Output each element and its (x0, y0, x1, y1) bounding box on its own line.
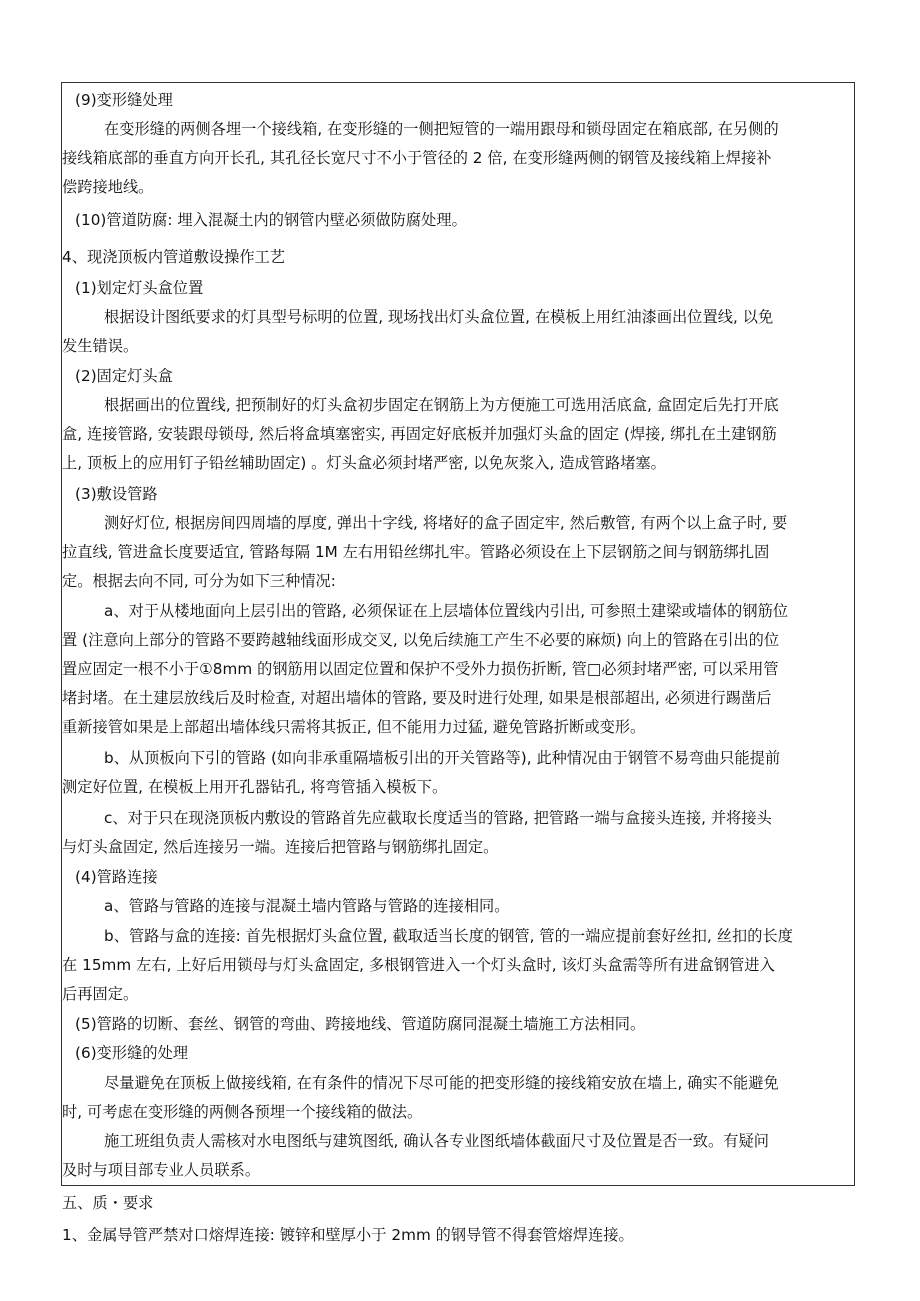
paragraph-line: 堵封堵。在土建层放线后及时检查, 对超出墙体的管路, 要及时进行处理, 如果是根部超出, 必须进行踢凿后 (62, 689, 772, 707)
paragraph-line: 测定好位置, 在模板上用开孔器钻孔, 将弯管插入模板下。 (62, 778, 448, 796)
subheading-5: (5)管路的切断、套丝、钢管的弯曲、跨接地线、管道防腐同混凝土墙施工方法相同。 (75, 1015, 646, 1033)
paragraph-line: 后再固定。 (62, 985, 139, 1003)
subheading-2: (2)固定灯头盒 (75, 367, 173, 385)
subheading-1: (1)划定灯头盒位置 (75, 279, 204, 297)
paragraph-line: b、从顶板向下引的管路 (如向非承重隔墙板引出的开关管路等), 此种情况由于钢管不易弯曲只能提前 (104, 749, 781, 767)
paragraph-line: 重新接管如果是上部超出墙体线只需将其扳正, 但不能用力过猛, 避免管路折断或变形。 (62, 718, 646, 736)
paragraph-line: 盒, 连接管路, 安装跟母锁母, 然后将盒填塞密实, 再固定好底板并加强灯头盒的固定 (焊接, 绑扎在土建钢筋 (62, 425, 777, 443)
section-title: 五、质・要求 (62, 1194, 154, 1212)
paragraph-line: 尽量避免在顶板上做接线箱, 在有条件的情况下尽可能的把变形缝的接线箱安放在墙上, 确实不能避免 (104, 1074, 779, 1092)
paragraph-line: c、对于只在现浇顶板内敷设的管路首先应截取长度适当的管路, 把管路一端与盒接头连接, 并将接头 (104, 809, 772, 827)
subheading-4: (4)管路连接 (75, 868, 158, 886)
paragraph-line: 发生错误。 (62, 337, 139, 355)
subheading-3: (3)敷设管路 (75, 485, 158, 503)
paragraph-line: 与灯头盒固定, 然后连接另一端。连接后把管路与钢筋绑扎固定。 (62, 838, 499, 856)
paragraph-line: 及时与项目部专业人员联系。 (62, 1161, 261, 1179)
paragraph-line: 定。根据去向不同, 可分为如下三种情况: (62, 572, 336, 590)
subheading-9: (9)变形缝处理 (75, 91, 173, 109)
paragraph-line: 置 (注意向上部分的管路不要跨越轴线面形成交叉, 以免后续施工产生不必要的麻烦) 向上的管路在引出的位 (62, 631, 780, 649)
subheading-10: (10)管道防腐: 埋入混凝土内的钢管内壁必须做防腐处理。 (75, 211, 467, 229)
paragraph-line: a、管路与管路的连接与混凝土墙内管路与管路的连接相同。 (104, 897, 510, 915)
paragraph-line: 接线箱底部的垂直方向开长孔, 其孔径长宽尺寸不小于管径的 2 倍, 在变形缝两侧的钢管及接线箱上焊接补 (62, 149, 772, 167)
paragraph-line: 施工班组负责人需核对水电图纸与建筑图纸, 确认各专业图纸墙体截面尺寸及位置是否一致。有疑问 (104, 1132, 769, 1150)
paragraph-line: 置应固定一根不小于①8mm 的钢筋用以固定位置和保护不受外力损伤折断, 管□必须封堵严密, 可以采用管 (62, 660, 779, 678)
section-item-1: 1、金属导管严禁对口熔焊连接: 镀锌和壁厚小于 2mm 的钢导管不得套管熔焊连接。 (62, 1226, 634, 1244)
paragraph-line: 根据设计图纸要求的灯具型号标明的位置, 现场找出灯头盒位置, 在模板上用红油漆画出位置线, 以免 (104, 308, 774, 326)
paragraph-line: 测好灯位, 根据房间四周墙的厚度, 弹出十字线, 将堵好的盒子固定牢, 然后敷管, 有两个以上盒子时, 要 (104, 514, 788, 532)
paragraph-line: a、对于从楼地面向上层引出的管路, 必须保证在上层墙体位置线内引出, 可参照土建梁或墙体的钢筋位 (104, 602, 789, 620)
paragraph-line: 在变形缝的两侧各埋一个接线箱, 在变形缝的一侧把短管的一端用跟母和锁母固定在箱底部, 在另侧的 (104, 120, 779, 138)
subheading-6: (6)变形缝的处理 (75, 1044, 189, 1062)
paragraph-line: 在 15mm 左右, 上好后用锁母与灯头盒固定, 多根钢管进入一个灯头盒时, 该灯头盒需等所有进盒钢管进入 (62, 956, 775, 974)
paragraph-line: 拉直线, 管进盒长度要适宜, 管路每隔 1M 左右用铅丝绑扎牢。管路必须设在上下层钢筋之间与钢筋绑扎固 (62, 543, 770, 561)
section-heading-4: 4、现浇顶板内管道敷设操作工艺 (62, 248, 286, 266)
paragraph-line: 根据画出的位置线, 把预制好的灯头盒初步固定在钢筋上为方便施工可选用活底盒, 盒固定后先打开底 (104, 396, 779, 414)
paragraph-line: 上, 顶板上的应用钉子铅丝辅助固定) 。灯头盒必须封堵严密, 以免灰浆入, 造成管路堵塞。 (62, 454, 666, 472)
paragraph-line: b、管路与盒的连接: 首先根据灯头盒位置, 截取适当长度的钢管, 管的一端应提前套好丝扣, 丝扣的长度 (104, 927, 793, 945)
paragraph-line: 时, 可考虑在变形缝的两侧各预埋一个接线箱的做法。 (62, 1103, 423, 1121)
paragraph-line: 偿跨接地线。 (62, 178, 154, 196)
